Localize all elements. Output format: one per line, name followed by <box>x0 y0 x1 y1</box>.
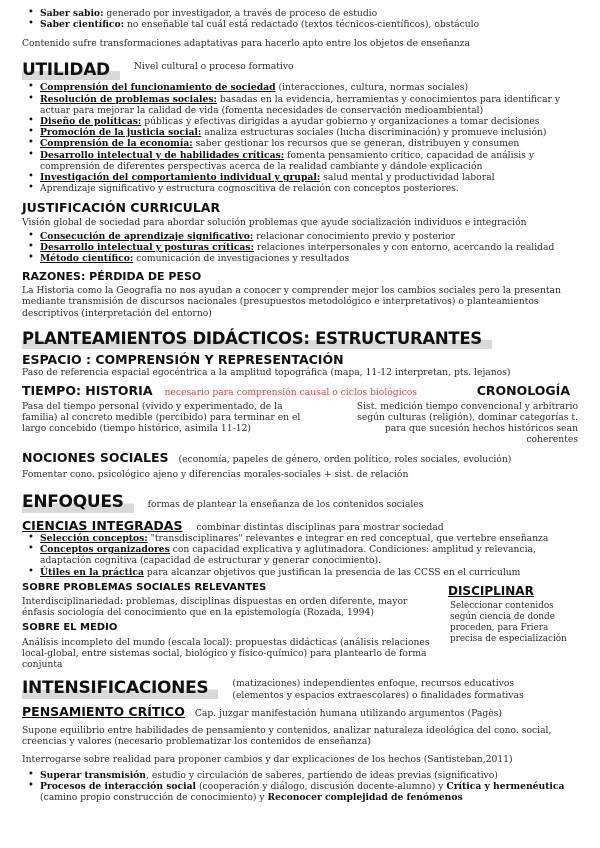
nociones-heading-row <box>22 450 578 465</box>
list-item: • Útiles en la práctica para alcanzar objetivos que justifican la presencia de las CCSS en el currículum <box>22 567 578 578</box>
intensificaciones-title: INTENSIFICACIONES <box>22 678 218 699</box>
enfoques-left <box>22 582 432 670</box>
enfoques-title: ENFOQUES <box>22 492 134 513</box>
medio-title: SOBRE EL MEDIO <box>22 622 118 634</box>
nociones-note: (economía, papeles de género, orden político, roles sociales, evolución) <box>178 454 512 466</box>
list-item: • Comprensión del funcionamiento de sociedad (interacciones, cultura, normas sociales) <box>22 82 578 93</box>
justificacion-intro: Visión global de sociedad para abordar solución problemas que ayude socialización individuos e integración <box>22 216 527 228</box>
top-note: Contenido sufre transformaciones adaptativas para hacerlo apto entre los objetos de enseñanza <box>22 38 470 50</box>
tiempo-title: TIEMPO: HISTORIA <box>22 383 153 399</box>
tiempo-note: necesario para comprensión causal o ciclos biológicos <box>164 387 418 399</box>
utilidad-subtitle: Nivel cultural o proceso formativo <box>133 60 294 72</box>
medio-text: Análisis incompleto del mundo (escala local): propuestas didácticas (análisis relaciones local-global, entre sistemas social, biológico y físico-químico) para plantearlo de forma conjunta <box>22 636 430 671</box>
razones-title: RAZONES: PÉRDIDA DE PESO <box>22 269 202 283</box>
espacio-text: Paso de referencia espacial egocéntrica a la amplitud topográfica (mapa, 11-12 interpretan, pts. lejanos) <box>22 367 511 379</box>
list-item: • Diseño de políticas: públicas y efectivas dirigidas a ayudar gobierno y organizaciones a tomar decisiones <box>22 116 578 127</box>
problemas-text: Interdisciplinariedad: problemas, disciplinas dispuestas en orden diferente, mayor énfasis sociología del conocimiento que en la epistemología (Rozada, 1994) <box>22 596 408 619</box>
top-list <box>22 8 578 30</box>
pensamiento-list <box>22 770 578 804</box>
pensamiento-note: Cap. juzgar manifestación humana utilizando argumentos (Pagès) <box>194 707 502 719</box>
justificacion-title: JUSTIFICACIÓN CURRICULAR <box>22 199 221 215</box>
list-item: • Promoción de la justicia social: analiza estructuras sociales (lucha discriminación) y promueve inclusión) <box>22 127 578 138</box>
ciencias-title: CIENCIAS INTEGRADAS <box>22 517 183 533</box>
razones-text: La Historia como la Geografía no nos ayudan a conocer y comprender mejor los cambios sociales pero la presentan mediante transmisión de discursos nacionales (presupuestos metodológico e interpretativos) o planteamientos descriptivos (interpretación del entorno) <box>22 285 561 319</box>
problemas-title: SOBRE PROBLEMAS SOCIALES RELEVANTES <box>22 581 267 593</box>
list-item: • Conceptos organizadores con capacidad explicativa y aglutinadora. Condiciones: amplitud y relevancia, adaptación cognitiva (capacidad de estructurar y generar conocimiento). <box>22 544 578 566</box>
utilidad-title: UTILIDAD <box>22 60 120 81</box>
planteamientos-title: PLANTEAMIENTOS DIDÁCTICOS: ESTRUCTURANTES <box>22 329 492 349</box>
nociones-title: NOCIONES SOCIALES <box>22 450 169 466</box>
disciplinar-text: Seleccionar contenidos según ciencia de donde proceden, para Friera precisa de especialización <box>450 601 567 644</box>
utilidad-list <box>22 82 578 194</box>
enfoques-heading <box>22 492 578 513</box>
ciencias-list <box>22 533 578 578</box>
ciencias-heading-row <box>22 518 578 533</box>
intensificaciones-subtitle: (matizaciones) independientes enfoque, recursos educativos (elementos y espacios extraescolares) o finalidades formativas <box>232 678 524 701</box>
justificacion-list <box>22 231 578 265</box>
list-item: • Comprensión de la economía: saber gestionar los recursos que se generan, distribuyen y consumen <box>22 138 578 149</box>
pensamiento-heading-row <box>22 704 578 719</box>
pensamiento-text-1: Supone equilibrio entre habilidades de pensamiento y contenidos, analizar naturaleza ideológica del cono. social, creencias y valores (necesario problematizar los contenidos de enseñanza) <box>22 724 552 748</box>
ciencias-note: combinar distintas disciplinas para mostrar sociedad <box>196 521 444 533</box>
pensamiento-title: PENSAMIENTO CRÍTICO <box>22 703 185 719</box>
intensificaciones-heading <box>22 678 578 700</box>
list-item: • Investigación del comportamiento individual y grupal: salud mental y productividad laboral <box>22 172 578 183</box>
enfoques-columns <box>22 582 578 670</box>
list-item: • Desarrollo intelectual y posturas críticas: relaciones interpersonales y con entorno, acercando la realidad <box>22 242 578 253</box>
list-item: • Superar transmisión, estudio y circulación de saberes, partiendo de ideas previas (significativo) <box>22 770 578 781</box>
disciplinar-title: DISCIPLINAR <box>448 583 534 598</box>
list-item: • Selección conceptos: "transdisciplinares" relevantes e integrar en red conceptual, que vertebre enseñanza <box>22 533 578 544</box>
enfoques-right <box>448 584 578 645</box>
list-item: • Procesos de interacción social (cooperación y diálogo, discusión docente-alumno) y Crítica y hermenéutica (camino propio construcción de conocimiento) y Reconocer complejidad de fenómenos <box>22 781 578 803</box>
list-item: • Saber sabio: generado por investigador, a través de proceso de estudio <box>22 8 578 19</box>
tiempo-heading-row <box>22 383 578 398</box>
enfoques-subtitle: formas de plantear la enseñanza de los contenidos sociales <box>147 498 424 510</box>
pensamiento-text-2: Interrogarse sobre realidad para proponer cambios y dar explicaciones de los hechos (Santisteban,2011) <box>22 754 513 766</box>
list-item: • Consecución de aprendizaje significativo: relacionar conocimiento previo y posterior <box>22 231 578 242</box>
list-item: • Saber científico: no enseñable tal cuál está redactado (textos técnicos-científicos), obstáculo <box>22 19 578 30</box>
utilidad-heading <box>22 60 578 81</box>
tiempo-text: Pasa del tiempo personal (vivido y experimentado, de la familia) al concreto medible (percibido) para terminar en el largo concebido (tiempo histórico, asimila 11-12) <box>22 400 301 435</box>
list-item: • Aprendizaje significativo y estructura cognoscitiva de relación con conceptos posteriores. <box>22 183 578 194</box>
list-item: • Resolución de problemas sociales: basadas en la evidencia, herramientas y conocimientos para identificar y actuar para mejorar la calidad de vida (fomenta necesidades de conservación medioambiental) <box>22 94 578 116</box>
nociones-text: Fomentar cono. psicológico ajeno y diferencias morales-sociales + sist. de relación <box>22 468 409 480</box>
cronologia-text: Sist. medición tiempo convencional y arbitrario según culturas (religión), dominar categorías t. para que sucesión hechos históricos sean coherentes <box>356 400 578 446</box>
list-item: • Desarrollo intelectual y de habilidades críticas: fomenta pensamiento crítico, capacidad de análisis y comprensión de diferentes perspectivas acerca de la realidad cambiante y dándole explicación <box>22 150 578 172</box>
list-item: • Método científico: comunicación de investigaciones y resultados <box>22 253 578 264</box>
cronologia-title: CRONOLOGÍA <box>476 383 570 399</box>
tiempo-columns <box>22 401 578 446</box>
espacio-title: ESPACIO : COMPRENSIÓN Y REPRESENTACIÓN <box>22 351 344 367</box>
